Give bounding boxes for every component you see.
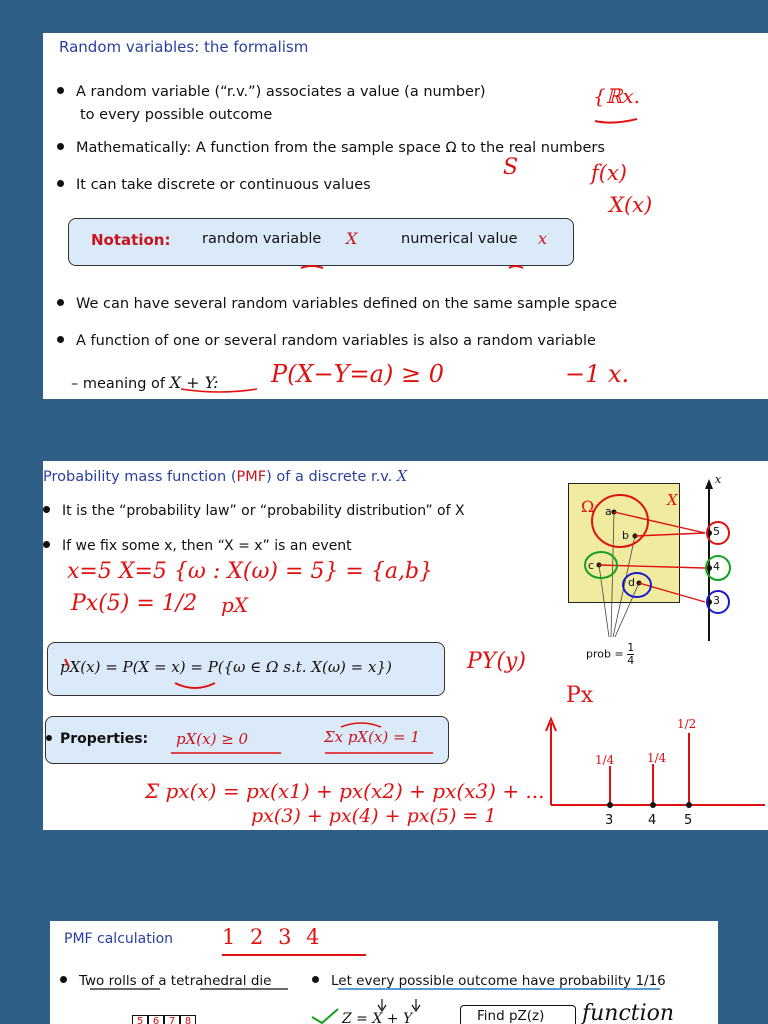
ink-sum-line1: Σ px(x) = px(x1) + px(x2) + px(x3) + ... — [145, 779, 545, 803]
bullet-rv-definition: A random variable (“r.v.”) associates a value (a number) — [57, 84, 486, 100]
bullet-probability-1-16: Let every possible outcome have probability 1/16 — [312, 973, 666, 989]
stem-label-5: 1/2 — [677, 717, 697, 731]
slide-title: Random variables: the formalism — [59, 38, 309, 56]
find-pz-box: Find pZ(z) — [460, 1005, 576, 1024]
omega-label: Ω — [581, 497, 595, 516]
property-sum-one: Σx pX(x) = 1 — [324, 728, 420, 746]
notation-rv: random variable — [202, 231, 322, 247]
slide-pmf-calculation — [50, 921, 718, 1024]
tick-4: 4 — [648, 813, 657, 828]
ink-annotation-neg: −1 x. — [565, 360, 630, 388]
ink-event-line: x=5 X=5 {ω : X(ω) = 5} = {a,b} — [67, 559, 434, 584]
bullet-probability-law: It is the “probability law” or “probability distribution” of X — [43, 503, 465, 519]
property-nonnegative: pX(x) ≥ 0 — [176, 730, 249, 748]
ink-px-plot-label: Px — [566, 683, 594, 708]
ink-px-marker: pX — [221, 593, 249, 617]
value-5: 5 — [713, 525, 720, 538]
notation-value-symbol: x — [538, 229, 548, 248]
grid-cell: 8 — [180, 1015, 196, 1024]
notation-value: numerical value — [401, 231, 518, 247]
notation-rv-symbol: X — [346, 229, 358, 248]
slide2-diagram-strokes — [43, 461, 768, 830]
bullet-two-rolls: Two rolls of a tetrahedral die — [60, 973, 271, 989]
tick-3: 3 — [605, 813, 614, 828]
axis-label: x — [715, 473, 722, 486]
value-3: 3 — [713, 594, 720, 607]
ink-sum-line2: px(3) + px(4) + px(5) = 1 — [251, 805, 497, 827]
grid-cell: 6 — [148, 1015, 164, 1024]
bullet-discrete-continuous: It can take discrete or continuous values — [57, 177, 371, 193]
point-c: c — [588, 559, 595, 572]
ink-py: PY(y) — [467, 649, 526, 674]
point-a: a — [605, 505, 612, 518]
pmf-formula: pX(x) = P(X = x) = P({ω ∈ Ω s.t. X(ω) = x}) — [60, 658, 392, 676]
slide3-ink-strokes — [50, 921, 718, 1024]
stem-label-3: 1/4 — [595, 753, 615, 767]
sub-bullet-meaning: – meaning of X + Y: — [71, 373, 219, 392]
ink-annotation-s: S — [503, 155, 519, 180]
properties-label: Properties: — [46, 731, 148, 747]
bullet-function-of-rv: A function of one or several random variables is also a random variable — [57, 333, 596, 349]
value-4: 4 — [713, 560, 720, 573]
notation-label: Notation: — [91, 231, 171, 249]
ink-die-faces: 1 2 3 4 — [222, 925, 324, 949]
x-map-label: X — [667, 491, 678, 509]
slide-random-variables — [43, 33, 768, 399]
ink-annotation-fx: f(x) — [591, 161, 628, 185]
grid-cell: 7 — [164, 1015, 180, 1024]
ink-annotation-Xx: X(x) — [609, 193, 653, 217]
stem-label-4: 1/4 — [647, 751, 667, 765]
bullet-mathematically: Mathematically: A function from the sample space Ω to the real numbers — [57, 140, 605, 156]
ink-px5: Px(5) = 1/2 — [71, 591, 198, 616]
bullet-several-rv: We can have several random variables defined on the same sample space — [57, 296, 617, 312]
point-d: d — [628, 576, 635, 589]
ink-annotation-rx: {ℝx. — [593, 84, 640, 108]
prob-label: prob = $\frac{1}{4}$ — [586, 641, 635, 667]
bullet-fix-x: If we fix some x, then “X = x” is an event — [43, 538, 352, 554]
grid-cell: 5 — [132, 1015, 148, 1024]
tick-5: 5 — [684, 813, 693, 828]
slide-title: Probability mass function (PMF) of a discrete r.v. X — [43, 469, 408, 485]
z-equation: Z = X + Y — [342, 1011, 413, 1024]
bullet-rv-definition-cont: to every possible outcome — [80, 107, 273, 123]
ink-function: function — [582, 1001, 675, 1024]
slide-title: PMF calculation — [64, 931, 174, 947]
point-b: b — [622, 529, 629, 542]
slide-pmf — [43, 461, 768, 830]
ink-annotation-prob: P(X−Y=a) ≥ 0 — [271, 360, 444, 388]
slide1-ink-strokes — [43, 33, 768, 399]
